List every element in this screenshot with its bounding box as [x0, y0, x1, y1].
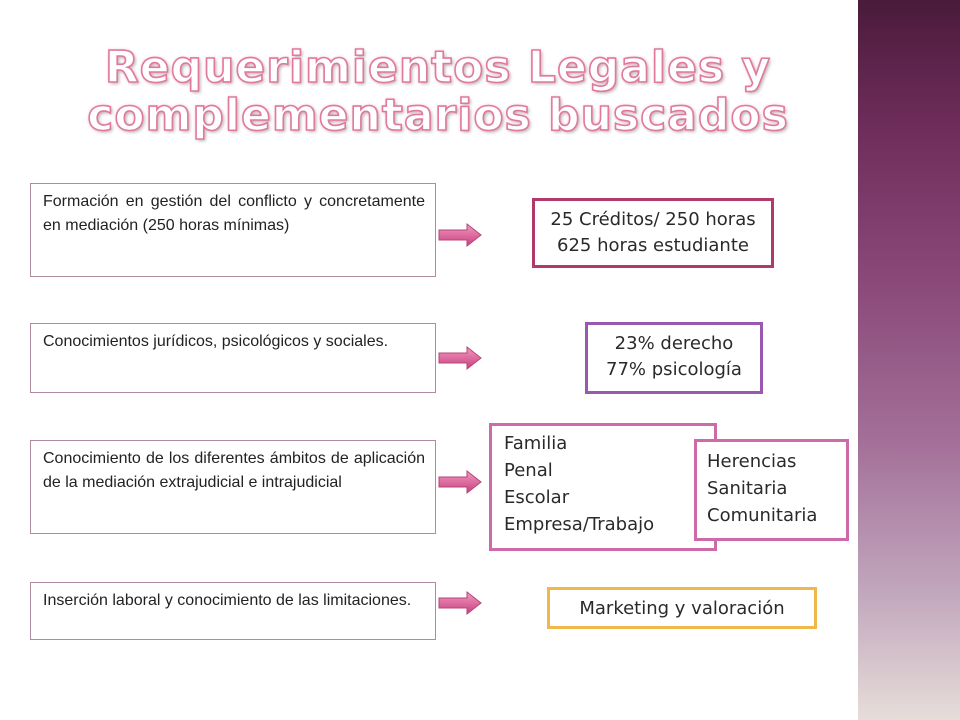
area-item: Familia — [504, 433, 568, 454]
title-line-1: Requerimientos Legales y — [104, 42, 772, 93]
title-line-2: complementarios buscados — [87, 90, 789, 141]
right-arrow-icon — [437, 222, 483, 248]
result-line: 625 horas estudiante — [557, 235, 749, 256]
requirement-box-areas: Conocimiento de los diferentes ámbitos de aplicación de la mediación extrajudicial e intrajudicial — [30, 440, 436, 534]
result-box-areas-list-2 — [694, 439, 849, 541]
area-item: Herencias — [707, 451, 797, 472]
right-arrow-icon — [437, 590, 483, 616]
result-box-marketing — [547, 587, 817, 629]
decorative-sidebar — [858, 0, 960, 720]
area-item: Empresa/Trabajo — [504, 514, 655, 535]
result-box-areas-list — [489, 423, 717, 551]
right-arrow-icon — [437, 345, 483, 371]
page-title — [20, 44, 856, 140]
right-arrow-icon — [437, 469, 483, 495]
requirement-box-employment: Inserción laboral y conocimiento de las limitaciones. — [30, 582, 436, 640]
requirement-box-knowledge: Conocimientos jurídicos, psicológicos y sociales. — [30, 323, 436, 393]
result-line: Marketing y valoración — [579, 598, 785, 619]
area-item: Penal — [504, 460, 553, 481]
result-line: 23% derecho — [614, 333, 734, 354]
result-box-credits — [532, 198, 774, 268]
result-box-percentages — [585, 322, 763, 394]
requirement-box-training: Formación en gestión del conflicto y concretamente en mediación (250 horas mínimas) — [30, 183, 436, 277]
result-line: 25 Créditos/ 250 horas — [550, 209, 756, 230]
area-item: Sanitaria — [707, 478, 788, 499]
result-line: 77% psicología — [606, 359, 742, 380]
area-item: Escolar — [504, 487, 570, 508]
area-item: Comunitaria — [707, 505, 818, 526]
